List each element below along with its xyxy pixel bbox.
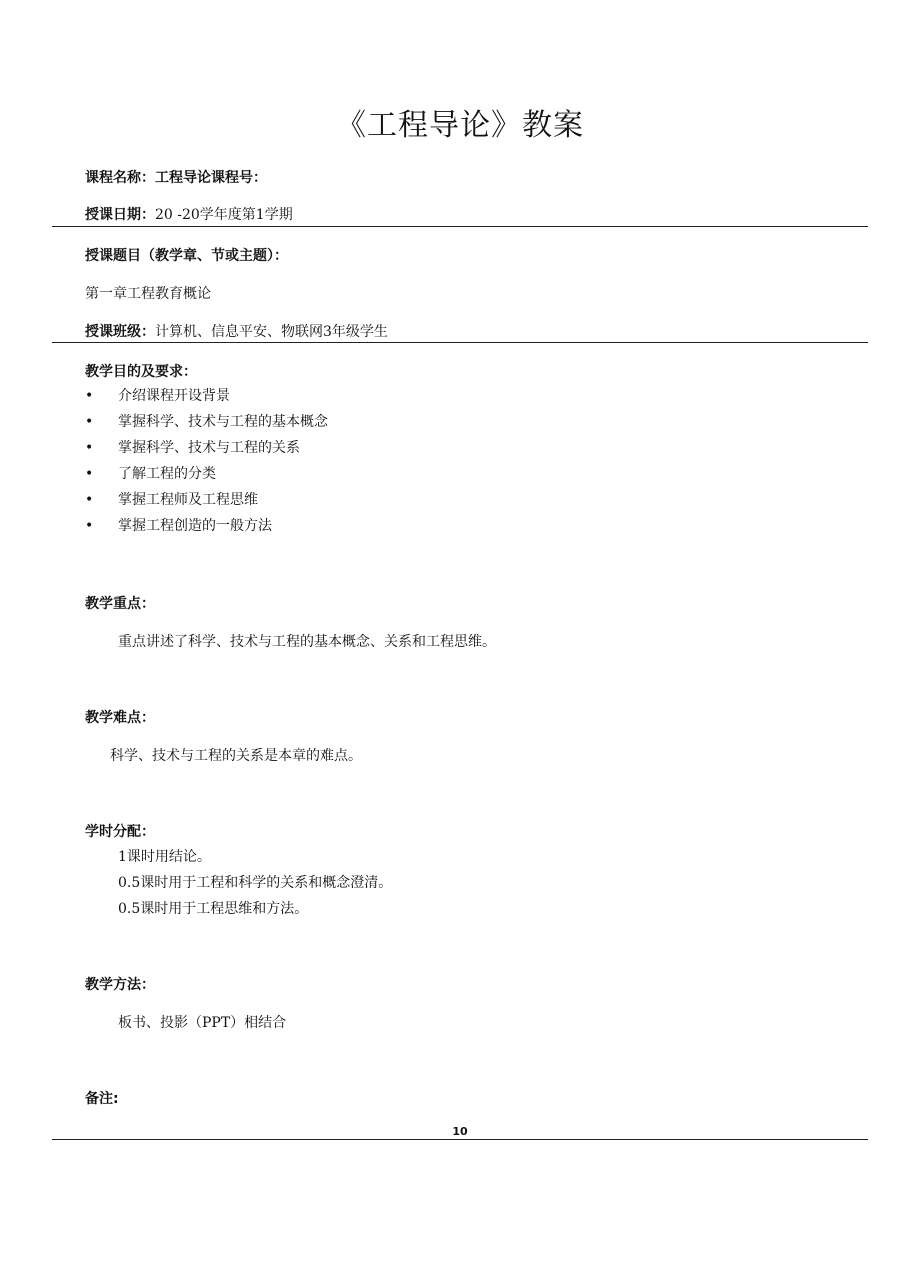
list-item xyxy=(85,386,328,412)
list-item xyxy=(85,412,328,438)
objective-text: 掌握工程师及工程思维 xyxy=(118,492,258,508)
objectives-heading: 教学目的及要求： xyxy=(85,364,197,380)
remarks-heading: 备注: xyxy=(85,1091,119,1107)
objective-text: 掌握科学、技术与工程的基本概念 xyxy=(118,414,328,430)
objective-text: 了解工程的分类 xyxy=(118,466,216,482)
course-line xyxy=(85,168,267,188)
objective-text: 掌握工程创造的一般方法 xyxy=(118,518,272,534)
methods-text: 板书、投影（PPT）相结合 xyxy=(118,1015,287,1031)
course-name-label: 课程名称： xyxy=(85,170,155,186)
objective-text: 介绍课程开设背景 xyxy=(118,388,230,404)
hours-item: 0.5课时用于工程思维和方法。 xyxy=(118,901,309,917)
bullet-icon: • xyxy=(85,518,94,534)
objective-text: 掌握科学、技术与工程的关系 xyxy=(118,440,300,456)
class-line xyxy=(85,322,388,342)
hours-heading: 学时分配： xyxy=(85,824,155,840)
methods-heading: 教学方法： xyxy=(85,977,155,993)
date-line xyxy=(85,205,293,225)
page-title: 《工程导论》教案 xyxy=(336,108,584,143)
bullet-icon: • xyxy=(85,440,94,456)
bullet-icon: • xyxy=(85,492,94,508)
bullet-icon: • xyxy=(85,388,94,404)
list-item xyxy=(85,490,328,516)
hours-item: 0.5课时用于工程和科学的关系和概念澄清。 xyxy=(118,875,393,891)
list-item xyxy=(85,438,328,464)
topic-heading: 授课题目（教学章、节或主题）： xyxy=(85,248,288,264)
course-name-value: 工程导论课程号： xyxy=(155,170,267,186)
hours-item: 1课时用结论。 xyxy=(118,849,211,865)
list-item xyxy=(85,464,328,490)
key-points-text: 重点讲述了科学、技术与工程的基本概念、关系和工程思维。 xyxy=(118,634,496,650)
topic-value: 第一章工程教育概论 xyxy=(85,286,211,302)
bullet-icon: • xyxy=(85,466,94,482)
divider-rule xyxy=(52,226,868,227)
divider-rule xyxy=(52,342,868,343)
list-item xyxy=(85,516,328,542)
class-value: 计算机、信息平安、物联网3年级学生 xyxy=(155,324,388,340)
key-points-heading: 教学重点： xyxy=(85,596,155,612)
bullet-icon: • xyxy=(85,414,94,430)
difficulties-heading: 教学难点： xyxy=(85,710,155,726)
page-number: 10 xyxy=(452,1125,468,1138)
class-label: 授课班级： xyxy=(85,324,155,340)
footer-rule xyxy=(52,1139,868,1140)
date-value: 20 -20学年度第1学期 xyxy=(155,207,293,223)
date-label: 授课日期： xyxy=(85,207,155,223)
difficulties-text: 科学、技术与工程的关系是本章的难点。 xyxy=(110,748,362,764)
objectives-list xyxy=(85,386,328,542)
